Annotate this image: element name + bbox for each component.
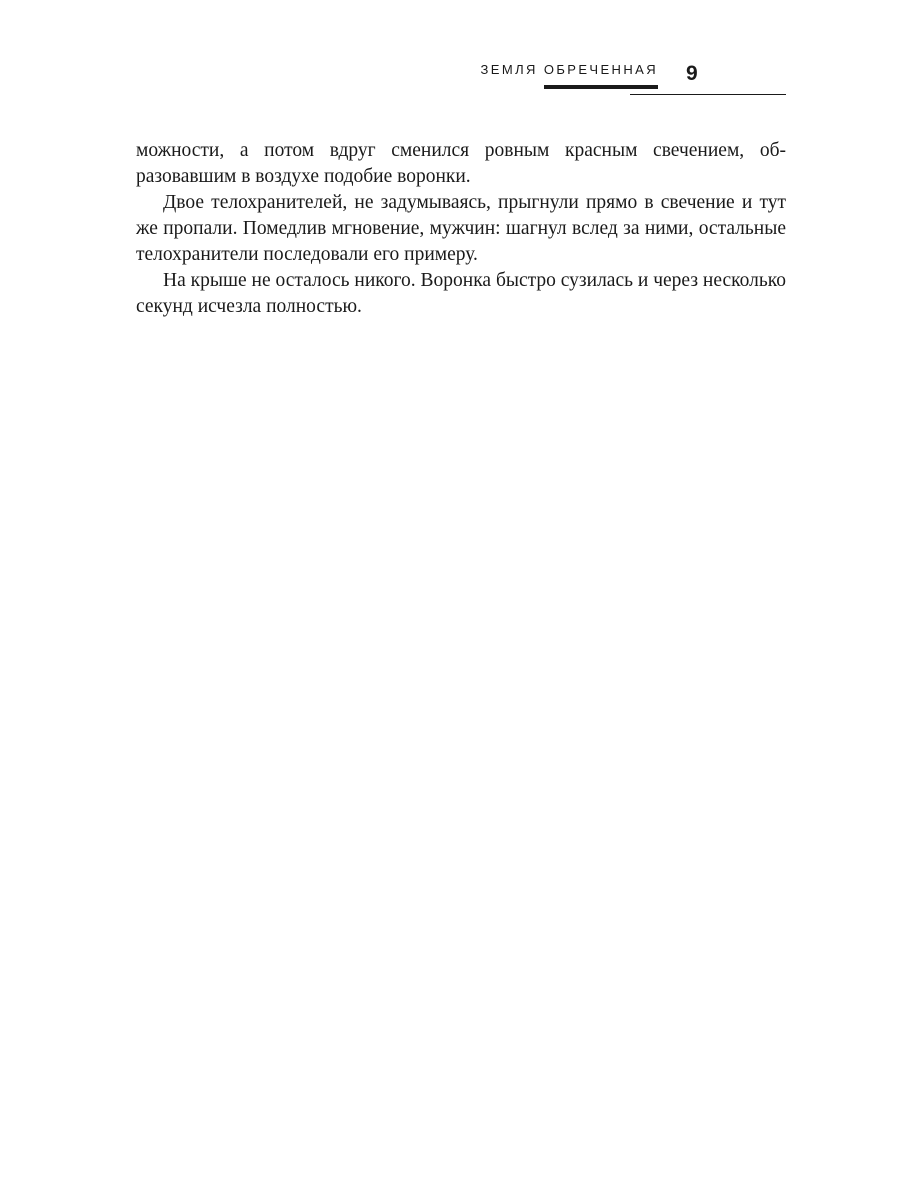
title-rule [544,85,658,89]
paragraph: Двое телохранителей, не задумываясь, прыгнули прямо в свечение и тут же пропали. Помедлив мгновение, мужчин: шагнул вслед за ними, остальные телохранители последовали его примеру. [136,192,786,265]
body-text [136,138,786,320]
header-rule [630,94,786,95]
running-header [420,56,786,98]
page-number: 9 [686,62,698,85]
running-title: ЗЕМЛЯ ОБРЕЧЕННАЯ [480,62,658,77]
paragraph: На крыше не осталось никого. Воронка быстро сузилась и через несколько секунд исчезла полностью. [136,270,786,317]
paragraph: можности, а потом вдруг сменился ровным красным свечением, образовавшим в воздухе подобие воронки. [136,140,786,187]
